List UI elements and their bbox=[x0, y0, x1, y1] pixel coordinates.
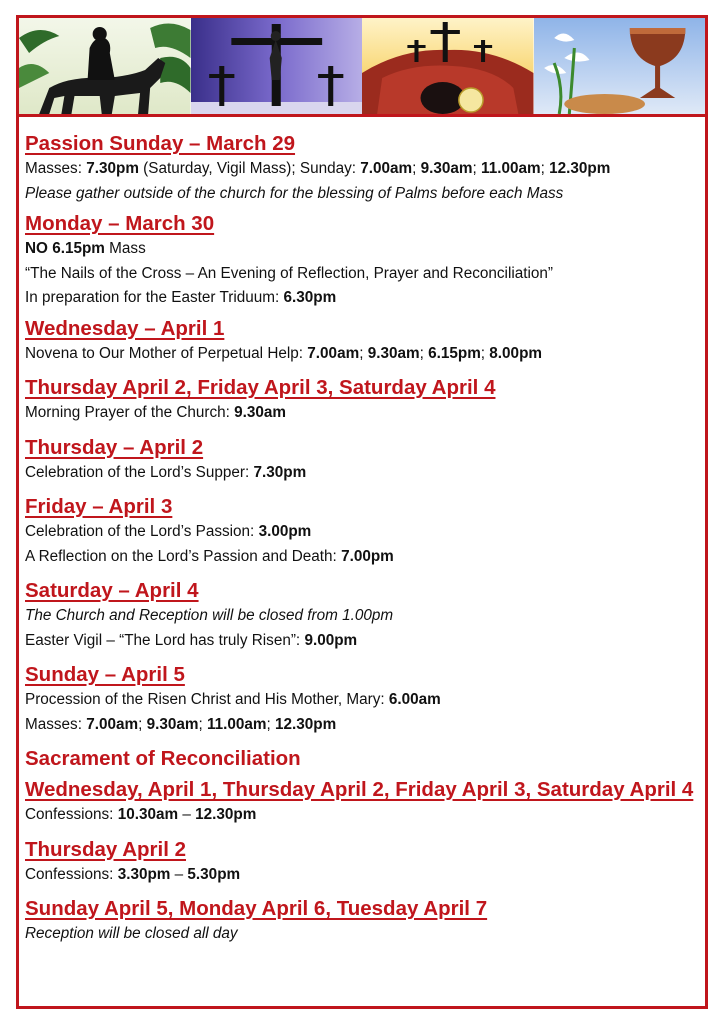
header-banner bbox=[16, 15, 708, 117]
time-value: 11.00am bbox=[481, 160, 541, 177]
schedule-line bbox=[25, 863, 705, 888]
line-text: – bbox=[170, 865, 188, 883]
time-value: 12.30pm bbox=[195, 806, 257, 823]
line-text: Masses: bbox=[25, 160, 87, 177]
schedule-section bbox=[25, 896, 705, 947]
schedule-section bbox=[25, 746, 705, 772]
line-text: Confessions: bbox=[25, 806, 118, 823]
schedule-line bbox=[25, 604, 705, 629]
empty-tomb-image bbox=[362, 18, 534, 114]
time-value: 9.30am bbox=[367, 344, 420, 362]
time-value: 7.00am bbox=[307, 344, 360, 362]
line-text: ; bbox=[138, 715, 147, 733]
time-value: 9.30am bbox=[234, 404, 287, 421]
time-value: 7.00pm bbox=[341, 547, 394, 565]
time-value: 10.30am bbox=[117, 806, 179, 823]
section-heading: Sunday – April 5 bbox=[25, 663, 185, 686]
schedule-section bbox=[25, 837, 705, 888]
line-text: Novena to Our Mother of Perpetual Help: bbox=[25, 344, 308, 362]
line-text: ; bbox=[359, 344, 368, 362]
line-text: ; bbox=[419, 344, 429, 362]
time-value: 3.30pm bbox=[117, 865, 171, 883]
line-text: – bbox=[178, 806, 196, 823]
section-heading: Sacrament of Reconciliation bbox=[25, 747, 301, 770]
section-heading: Sunday April 5, Monday April 6, Tuesday April 7 bbox=[25, 897, 488, 920]
line-text: Morning Prayer of the Church: bbox=[25, 404, 235, 421]
time-value: 7.30pm bbox=[86, 160, 139, 177]
schedule-section bbox=[25, 777, 705, 828]
schedule-section bbox=[25, 494, 705, 569]
time-value: 6.00am bbox=[388, 691, 441, 708]
section-heading: Thursday April 2 bbox=[25, 837, 186, 861]
schedule-line bbox=[25, 520, 705, 545]
line-text: (Saturday, Vigil Mass); Sunday: bbox=[138, 160, 361, 177]
schedule-section bbox=[25, 131, 705, 206]
line-text: Reception will be closed all day bbox=[25, 925, 238, 942]
schedule-section bbox=[25, 435, 705, 486]
schedule-line bbox=[25, 182, 705, 207]
schedule-line bbox=[25, 803, 705, 828]
schedule-section bbox=[25, 316, 705, 367]
line-text: The Church and Reception will be closed from 1.00pm bbox=[25, 607, 394, 624]
schedule-line bbox=[25, 461, 705, 486]
schedule-line bbox=[25, 262, 705, 287]
time-value: 11.00am bbox=[206, 715, 267, 733]
schedule-line bbox=[25, 922, 705, 947]
time-value: 3.00pm bbox=[258, 523, 312, 540]
schedule-content bbox=[16, 117, 708, 1009]
line-text: Masses: bbox=[25, 715, 87, 733]
line-text: Mass bbox=[104, 240, 146, 257]
line-text: ; bbox=[198, 715, 207, 733]
schedule-line bbox=[25, 157, 705, 182]
line-text: Celebration of the Lord’s Supper: bbox=[25, 463, 254, 481]
line-text: ; bbox=[540, 160, 550, 177]
section-heading: Wednesday – April 1 bbox=[25, 316, 225, 340]
schedule-section bbox=[25, 578, 705, 653]
time-value: 12.30pm bbox=[549, 160, 611, 177]
line-text: “The Nails of the Cross – An Evening of Reflection, Prayer and Reconciliation” bbox=[25, 264, 554, 282]
line-text: ; bbox=[472, 160, 482, 177]
schedule-line bbox=[25, 629, 705, 654]
time-value: 6.30pm bbox=[283, 289, 337, 306]
line-text: A Reflection on the Lord’s Passion and Death: bbox=[25, 547, 342, 565]
line-text: In preparation for the Easter Triduum: bbox=[25, 289, 284, 306]
schedule-line bbox=[25, 342, 705, 367]
line-text: ; bbox=[480, 344, 490, 362]
section-heading: Thursday – April 2 bbox=[25, 435, 204, 459]
line-text: ; bbox=[412, 160, 421, 177]
schedule-line bbox=[25, 401, 705, 426]
time-value: NO 6.15pm bbox=[25, 240, 105, 257]
lily-chalice-image bbox=[534, 18, 706, 114]
schedule-line bbox=[25, 713, 705, 738]
palm-sunday-donkey-image bbox=[19, 18, 191, 114]
time-value: 7.00am bbox=[86, 715, 139, 733]
section-heading: Passion Sunday – March 29 bbox=[25, 132, 296, 155]
section-heading: Friday – April 3 bbox=[25, 495, 173, 518]
time-value: 7.30pm bbox=[253, 463, 307, 481]
line-text: Procession of the Risen Christ and His Mother, Mary: bbox=[25, 691, 389, 708]
schedule-line bbox=[25, 237, 705, 262]
time-value: 6.15pm bbox=[428, 344, 481, 362]
time-value: 9.00pm bbox=[304, 631, 358, 649]
schedule-line bbox=[25, 545, 705, 570]
crucifixion-image bbox=[191, 18, 363, 114]
time-value: 5.30pm bbox=[187, 865, 241, 883]
section-heading: Saturday – April 4 bbox=[25, 579, 199, 602]
section-heading: Thursday April 2, Friday April 3, Saturday April 4 bbox=[25, 376, 496, 399]
line-text: Easter Vigil – “The Lord has truly Risen”: bbox=[25, 631, 305, 649]
schedule-line bbox=[25, 286, 705, 311]
line-text: Confessions: bbox=[25, 865, 118, 883]
line-text: Please gather outside of the church for the blessing of Palms before each Mass bbox=[25, 184, 564, 202]
time-value: 8.00pm bbox=[489, 344, 543, 362]
time-value: 7.00am bbox=[360, 160, 413, 177]
schedule-line bbox=[25, 688, 705, 713]
line-text: ; bbox=[266, 715, 276, 733]
time-value: 9.30am bbox=[146, 715, 199, 733]
schedule-section bbox=[25, 211, 705, 311]
section-heading: Wednesday, April 1, Thursday April 2, Friday April 3, Saturday April 4 bbox=[25, 778, 694, 801]
schedule-section bbox=[25, 662, 705, 737]
schedule-section bbox=[25, 375, 705, 426]
time-value: 12.30pm bbox=[275, 715, 337, 733]
line-text: Celebration of the Lord’s Passion: bbox=[25, 523, 259, 540]
time-value: 9.30am bbox=[420, 160, 473, 177]
section-heading: Monday – March 30 bbox=[25, 212, 215, 235]
